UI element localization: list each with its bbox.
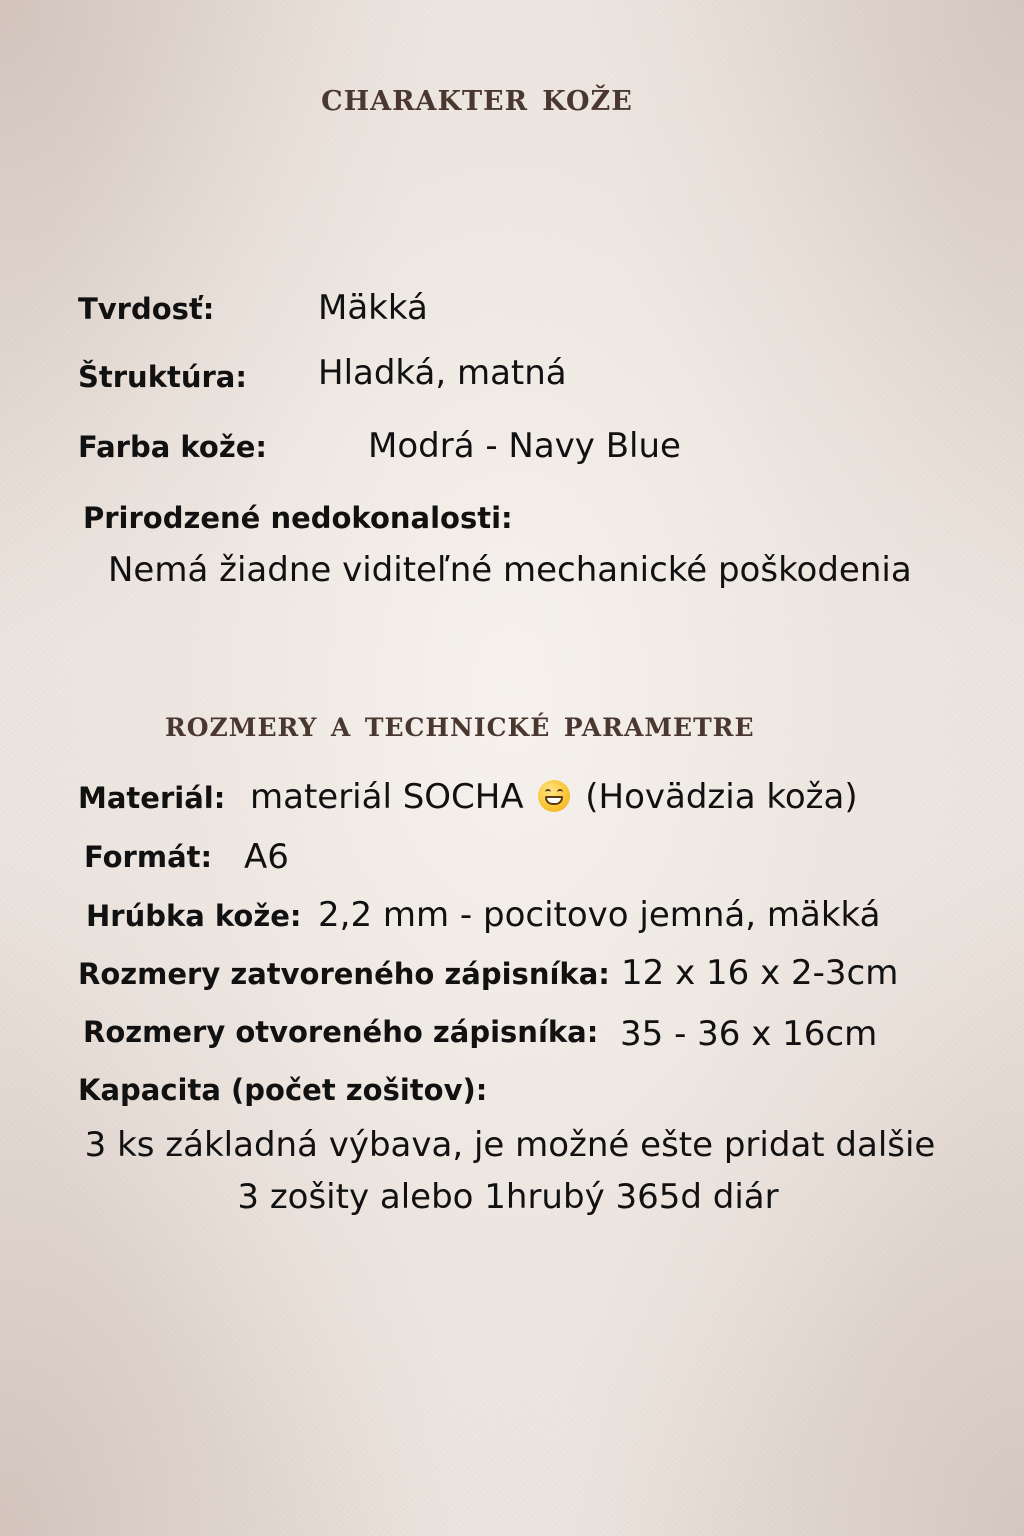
label-hardness: Tvrdosť: xyxy=(78,292,215,326)
label-structure: Štruktúra: xyxy=(78,360,247,394)
value-material xyxy=(250,777,858,817)
value-hardness: Mäkká xyxy=(318,288,428,328)
material-value-suffix: (Hovädzia koža) xyxy=(585,777,858,817)
material-value-prefix: materiál SOCHA xyxy=(250,777,524,817)
value-capacity-line1: 3 ks základná výbava, je možné ešte pridat dalšie xyxy=(84,1125,936,1165)
label-capacity: Kapacita (počet zošitov): xyxy=(78,1073,488,1107)
grinning-face-icon xyxy=(538,780,570,812)
value-capacity-line2: 3 zošity alebo 1hrubý 365d diár xyxy=(237,1177,779,1217)
section-title-parameters: rozmery a technické parametre xyxy=(165,703,755,745)
label-closed-dimensions: Rozmery zatvoreného zápisníka: xyxy=(78,957,610,991)
value-imperfections: Nemá žiadne viditeľné mechanické poškodenia xyxy=(108,550,912,590)
value-leather-thickness: 2,2 mm - pocitovo jemná, mäkká xyxy=(318,895,881,935)
value-format: A6 xyxy=(244,837,289,877)
value-closed-dimensions: 12 x 16 x 2-3cm xyxy=(621,953,899,993)
label-imperfections: Prirodzené nedokonalosti: xyxy=(83,501,513,535)
value-leather-color: Modrá - Navy Blue xyxy=(368,426,681,466)
label-open-dimensions: Rozmery otvoreného zápisníka: xyxy=(83,1015,599,1049)
value-structure: Hladká, matná xyxy=(318,353,567,393)
section-title-leather: charakter kože xyxy=(321,74,633,119)
label-leather-thickness: Hrúbka kože: xyxy=(86,899,302,933)
label-material: Materiál: xyxy=(78,781,226,815)
label-leather-color: Farba kože: xyxy=(78,430,267,464)
label-format: Formát: xyxy=(84,840,213,874)
value-open-dimensions: 35 - 36 x 16cm xyxy=(620,1014,878,1054)
